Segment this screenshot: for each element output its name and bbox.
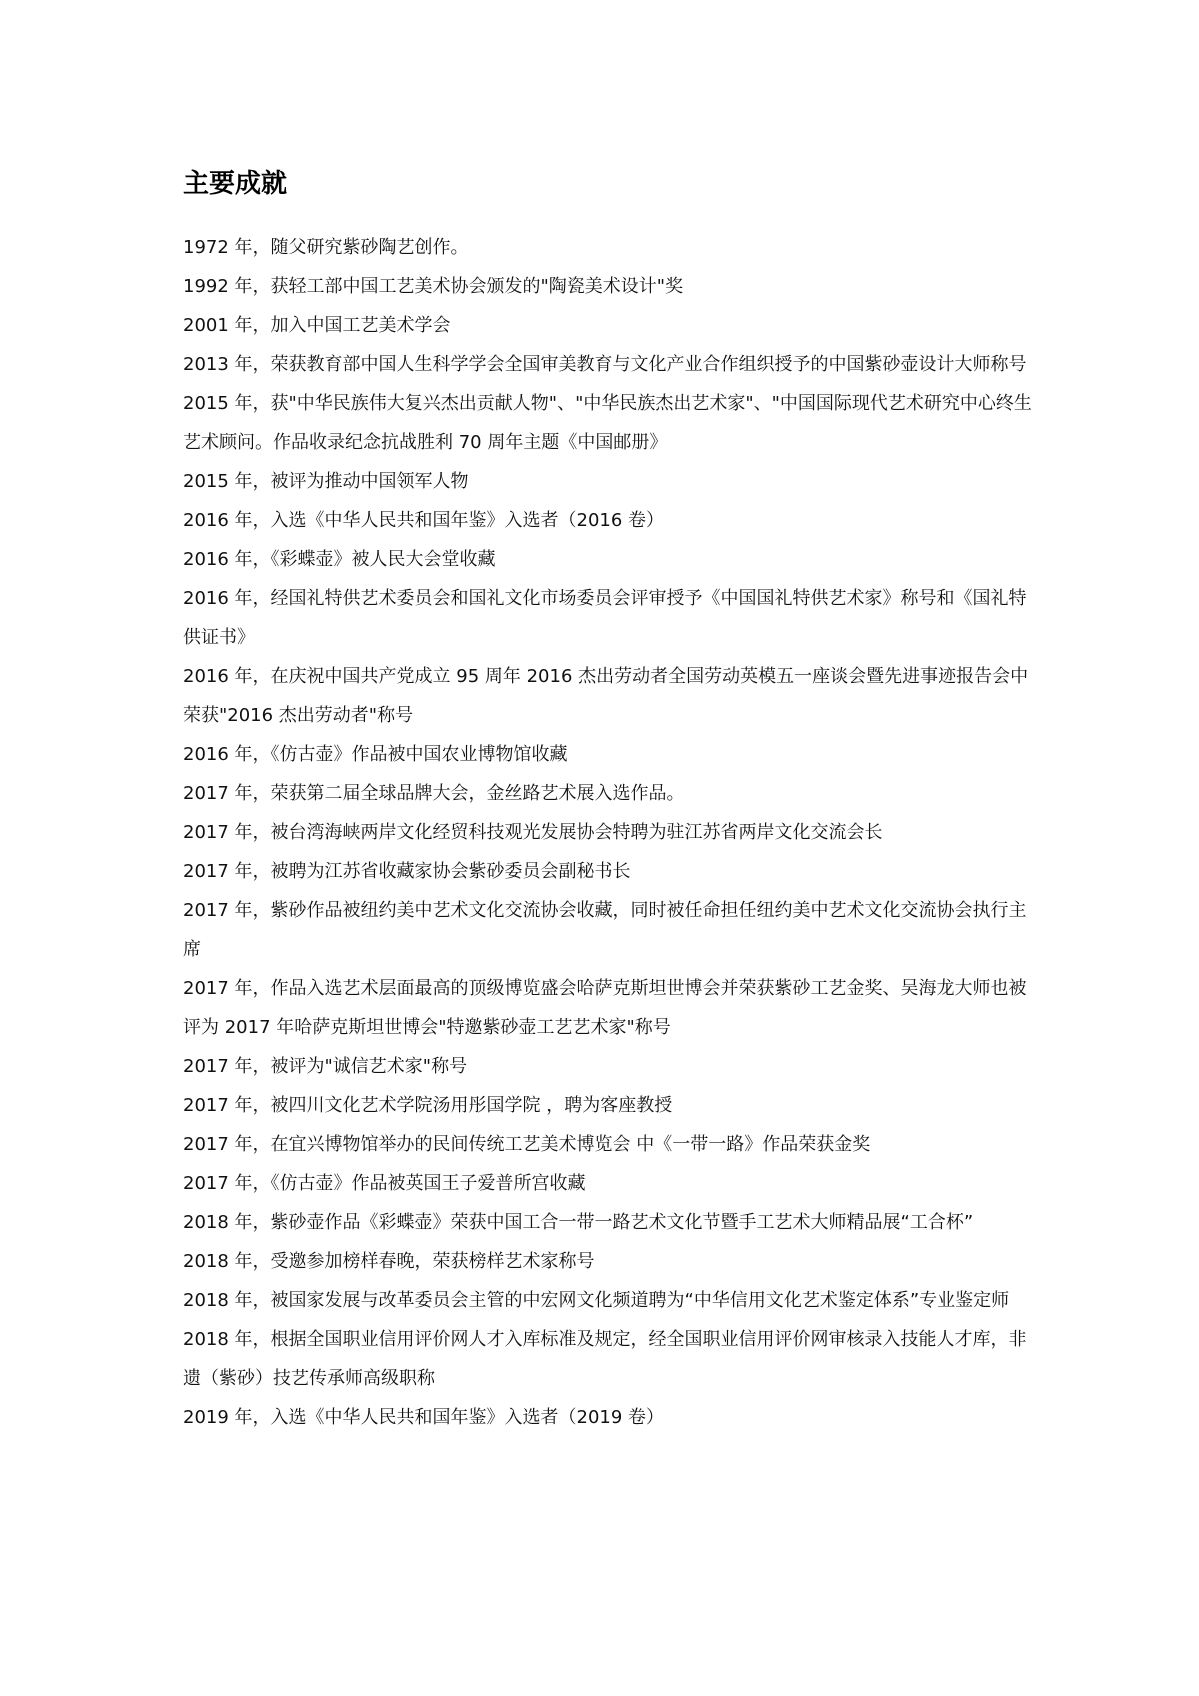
achievement-entry: 2015 年，被评为推动中国领军人物 xyxy=(183,471,469,492)
achievement-entry: 2017 年，荣获第二届全球品牌大会，金丝路艺术展入选作品。 xyxy=(183,783,685,804)
achievement-entry: 2016 年，《仿古壶》作品被中国农业博物馆收藏 xyxy=(183,744,568,765)
achievement-entry: 2017 年，被评为"诚信艺术家"称号 xyxy=(183,1056,468,1077)
achievement-entry: 1992 年，获轻工部中国工艺美术协会颁发的"陶瓷美术设计"奖 xyxy=(183,276,684,297)
achievement-entry: 2018 年，被国家发展与改革委员会主管的中宏网文化频道聘为“中华信用文化艺术鉴定体系”专业鉴定师 xyxy=(183,1290,1010,1311)
achievement-entry: 2017 年，被台湾海峡两岸文化经贸科技观光发展协会特聘为驻江苏省两岸文化交流会长 xyxy=(183,822,883,843)
achievement-entry: 2017 年，作品入选艺术层面最高的顶级博览盛会哈萨克斯坦世博会并荣获紫砂工艺金奖、吴海龙大师也被评为 2017 年哈萨克斯坦世博会"特邀紫砂壶工艺艺术家"称号 xyxy=(183,978,1027,1038)
achievement-entry: 2016 年，入选《中华人民共和国年鉴》入选者（2016 卷） xyxy=(183,510,665,531)
achievement-entry: 2017 年，紫砂作品被纽约美中艺术文化交流协会收藏，同时被任命担任纽约美中艺术文化交流协会执行主席 xyxy=(183,900,1027,960)
achievement-list xyxy=(183,228,1033,1437)
achievement-entry: 2017 年，《仿古壶》作品被英国王子爱普所宫收藏 xyxy=(183,1173,586,1194)
achievement-entry: 2018 年，紫砂壶作品《彩蝶壶》荣获中国工合一带一路艺术文化节暨手工艺术大师精品展“工合杯” xyxy=(183,1212,974,1233)
achievement-entry: 2017 年，被聘为江苏省收藏家协会紫砂委员会副秘书长 xyxy=(183,861,631,882)
achievement-entry: 2013 年，荣获教育部中国人生科学学会全国审美教育与文化产业合作组织授予的中国紫砂壶设计大师称号 xyxy=(183,354,1027,375)
achievement-entry: 2018 年，根据全国职业信用评价网人才入库标准及规定，经全国职业信用评价网审核录入技能人才库，非遗（紫砂）技艺传承师高级职称 xyxy=(183,1329,1027,1389)
achievement-entry: 2016 年，《彩蝶壶》被人民大会堂收藏 xyxy=(183,549,496,570)
achievement-entry: 2017 年，在宜兴博物馆举办的民间传统工艺美术博览会 中《一带一路》作品荣获金奖 xyxy=(183,1134,871,1155)
achievement-entry: 2017 年，被四川文化艺术学院汤用彤国学院 ，聘为客座教授 xyxy=(183,1095,673,1116)
achievement-entry: 2016 年，经国礼特供艺术委员会和国礼文化市场委员会评审授予《中国国礼特供艺术家》称号和《国礼特供证书》 xyxy=(183,588,1027,648)
achievement-entry: 2015 年，获"中华民族伟大复兴杰出贡献人物"、"中华民族杰出艺术家"、"中国国际现代艺术研究中心终生艺术顾问。作品收录纪念抗战胜利 70 周年主题《中国邮册》 xyxy=(183,393,1032,453)
achievement-entry: 2018 年，受邀参加榜样春晚，荣获榜样艺术家称号 xyxy=(183,1251,595,1272)
achievement-entry: 1972 年，随父研究紫砂陶艺创作。 xyxy=(183,237,469,258)
achievement-entry: 2001 年，加入中国工艺美术学会 xyxy=(183,315,451,336)
achievement-entry: 2016 年，在庆祝中国共产党成立 95 周年 2016 杰出劳动者全国劳动英模五一座谈会暨先进事迹报告会中荣获"2016 杰出劳动者"称号 xyxy=(183,666,1029,726)
achievement-entry: 2019 年，入选《中华人民共和国年鉴》入选者（2019 卷） xyxy=(183,1407,665,1428)
section-heading: 主要成就 xyxy=(183,169,288,199)
